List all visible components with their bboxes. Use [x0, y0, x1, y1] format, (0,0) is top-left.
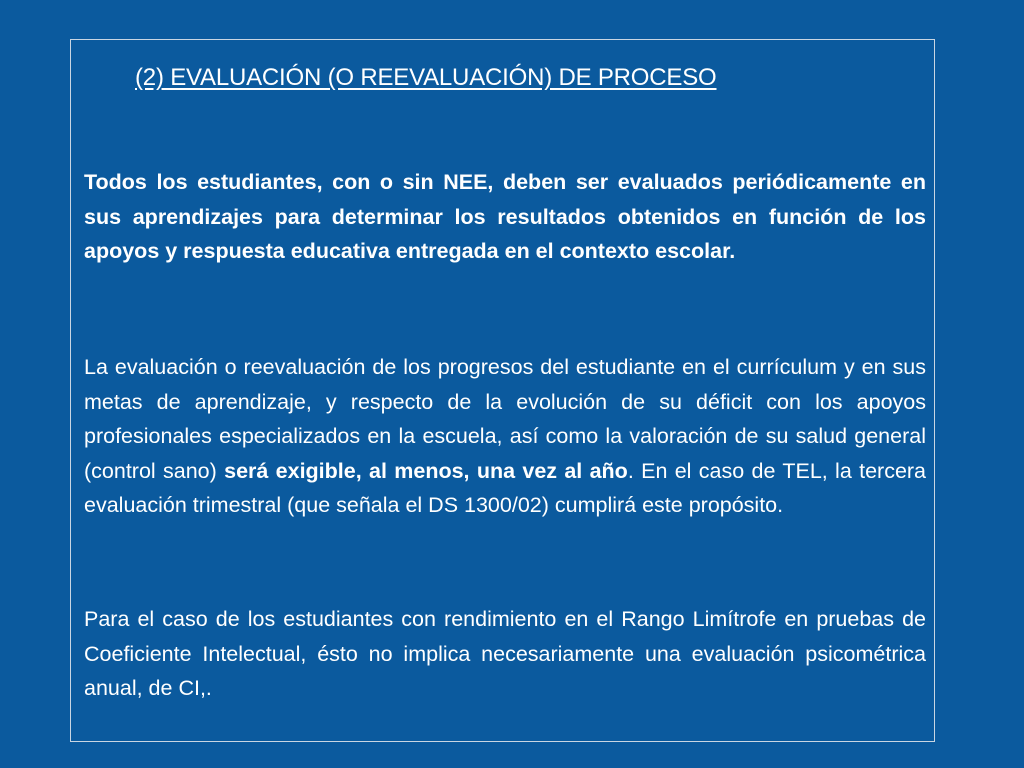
paragraph2-text-after: . En el caso de TEL, la tercera evaluación trimestral (que señala el DS 1300/02) cumplirá este propósito.	[84, 458, 927, 517]
paragraph2-bold-requirement: será exigible, al menos, una vez al año	[224, 458, 628, 483]
paragraph-process-evaluation	[84, 350, 926, 523]
paragraph2-text-before: La evaluación o reevaluación de los progresos del estudiante en el currículum y en sus metas de aprendizaje, y respecto de la evolución de su déficit con los apoyos profesionales especializados en la escuela, así como la valoración de su salud general (control sano)	[84, 355, 926, 483]
slide-title: (2) EVALUACIÓN (O REEVALUACIÓN) DE PROCESO	[135, 64, 717, 91]
paragraph-evaluation-all-students: Todos los estudiantes, con o sin NEE, deben ser evaluados periódicamente en sus aprendizajes para determinar los resultados obtenidos en función de los apoyos y respuesta educativa entregada en el contexto escolar.	[84, 170, 926, 263]
paragraph-borderline-range: Para el caso de los estudiantes con rendimiento en el Rango Limítrofe en pruebas de Coeficiente Intelectual, ésto no implica necesariamente una evaluación psicométrica anual, de CI,.	[84, 607, 926, 700]
